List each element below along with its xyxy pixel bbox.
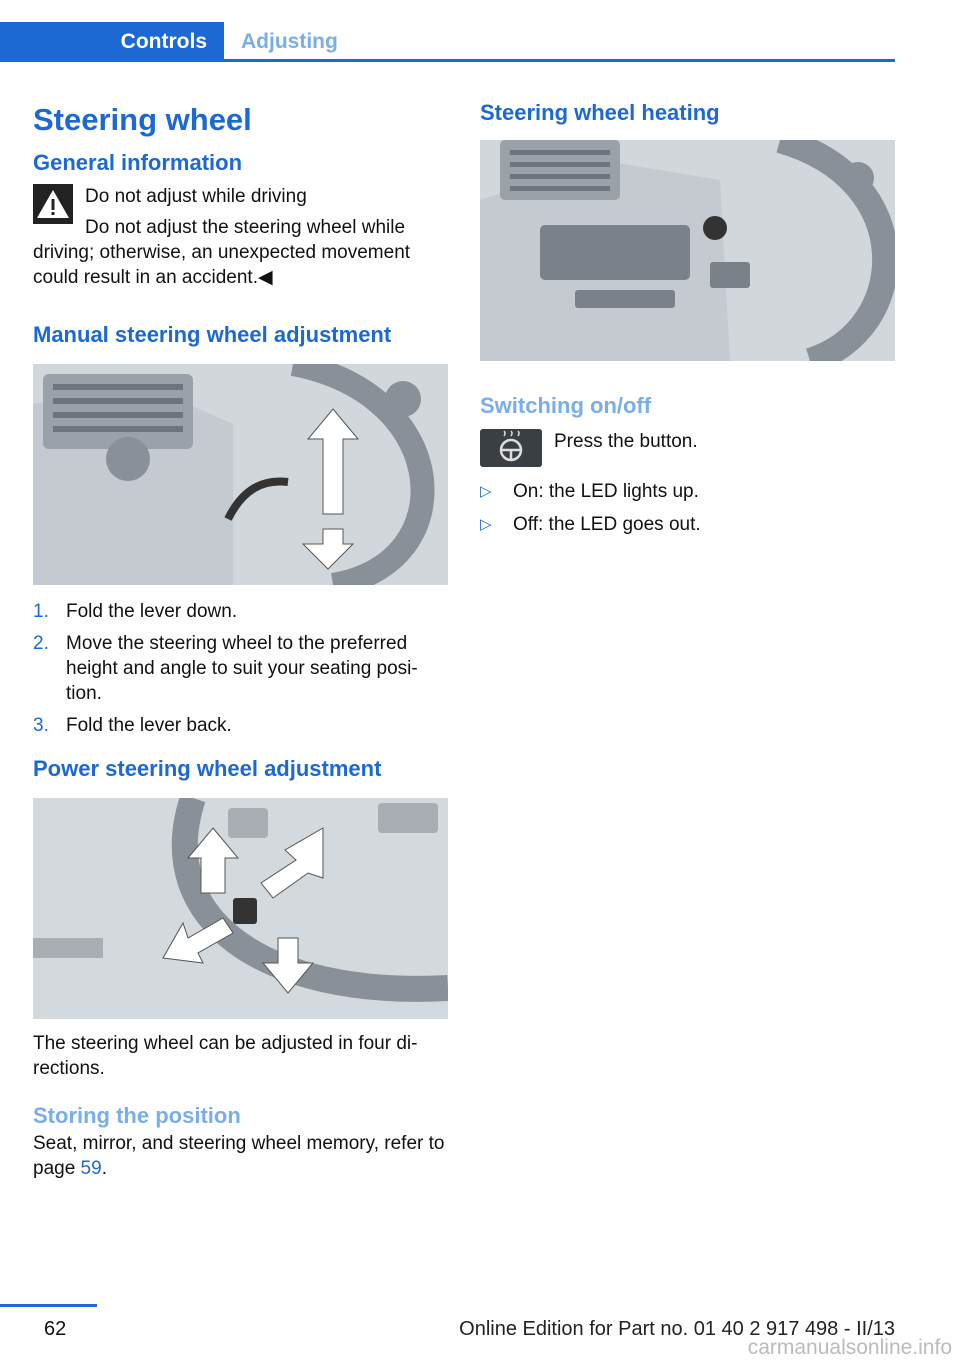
press-text: Press the button. (554, 431, 698, 452)
edition-text: Online Edition for Part no. 01 40 2 917 498 - II/13 (459, 1318, 895, 1340)
list-item (480, 512, 895, 537)
footer-rule (0, 1304, 97, 1307)
step-number: 3. (33, 715, 49, 736)
general-heading: General information (33, 150, 243, 175)
warning-block (33, 184, 448, 290)
step-text: Fold the lever back. (66, 715, 232, 736)
warning-first-line: Do not adjust the steering wheel while (85, 217, 406, 238)
storing-text (33, 1131, 448, 1181)
power-adjustment-illustration (33, 798, 448, 1019)
watermark: carmanualsonline.info (747, 1336, 952, 1359)
list-item (33, 713, 448, 738)
bullet-text: Off: the LED goes out. (513, 514, 701, 535)
step-number: 2. (33, 633, 49, 654)
page-number: 62 (44, 1318, 67, 1340)
led-bullets (480, 479, 895, 537)
switch-heading: Switching on/off (480, 393, 652, 418)
warning-icon (33, 184, 73, 224)
tab-adjusting[interactable]: Adjusting (241, 30, 338, 53)
storing-text-b: . (101, 1158, 107, 1179)
bullet-icon: ▷ (480, 483, 492, 500)
storing-text-a: Seat, mirror, and steering wheel memory, refer to page (33, 1133, 445, 1179)
list-item (33, 599, 448, 624)
power-description: The steering wheel can be adjusted in four di‐rections. (33, 1033, 418, 1079)
step-text: Move the steering wheel to the preferred height and angle to suit your seating posi‐tion. (66, 633, 418, 704)
bullet-icon: ▷ (480, 516, 492, 533)
chapter-header (0, 22, 895, 62)
power-heading: Power steering wheel adjustment (33, 756, 382, 781)
heating-heading: Steering wheel heating (480, 100, 720, 125)
page-link[interactable]: 59 (80, 1158, 102, 1179)
button-row (480, 429, 895, 471)
storing-heading: Storing the position (33, 1103, 241, 1128)
manual-steps (33, 599, 448, 738)
steering-heating-button-icon[interactable] (480, 429, 542, 467)
heating-illustration (480, 140, 895, 361)
warning-text: driving; otherwise, an unexpected movement could result in an accident.◀ (33, 242, 411, 288)
list-item (33, 631, 448, 706)
header-rule (0, 59, 895, 62)
step-number: 1. (33, 601, 49, 622)
left-column (33, 98, 448, 1181)
tab-controls[interactable]: Controls (0, 22, 224, 62)
manual-heading: Manual steering wheel adjustment (33, 322, 392, 347)
page-title: Steering wheel (33, 102, 252, 137)
step-text: Fold the lever down. (66, 601, 238, 622)
warning-title: Do not adjust while driving (85, 186, 307, 207)
right-column (480, 98, 895, 544)
manual-adjustment-illustration (33, 364, 448, 585)
bullet-text: On: the LED lights up. (513, 481, 699, 502)
list-item (480, 479, 895, 504)
